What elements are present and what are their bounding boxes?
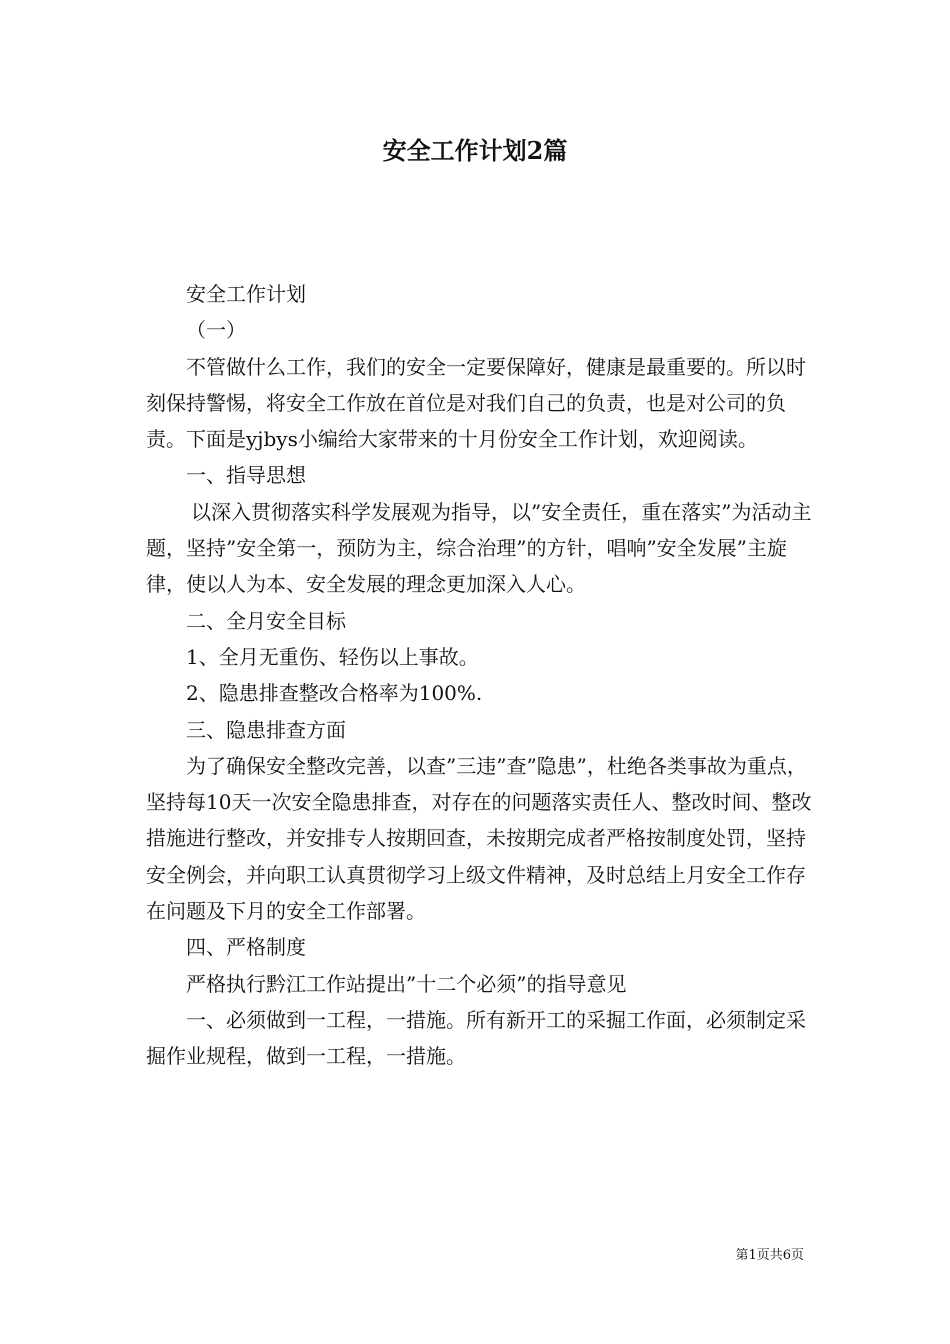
- page-number-footer: 第1页共6页: [735, 1248, 804, 1263]
- rule-item-1: 一、必须做到一工程，一措施。所有新开工的采掘工作面，必须制定采掘作业规程，做到一工程，一措施。: [146, 1007, 806, 1069]
- document-title: 安全工作计划2篇: [382, 136, 568, 165]
- intro-paragraph: 不管做什么工作，我们的安全一定要保障好，健康是最重要的。所以时刻保持警惕，将安全工作放在首位是对我们自己的负责，也是对公司的负责。下面是yjbys小编给大家带来的十月份安全工作计划，欢迎阅读。: [146, 354, 806, 452]
- part-number: （一）: [186, 318, 246, 343]
- heading-hazard-inspection: 三、隐患排查方面: [186, 717, 346, 742]
- goal-item-1: 1、全月无重伤、轻伤以上事故。: [186, 644, 479, 669]
- paragraph-guiding-ideology: 以深入贯彻落实科学发展观为指导，以”安全责任，重在落实”为活动主题，坚持”安全第一，预防为主，综合治理”的方针，唱响”安全发展”主旋律，使以人为本、安全发展的理念更加深入人心。: [146, 499, 812, 597]
- document-body: [146, 276, 822, 1075]
- heading-monthly-goals: 二、全月安全目标: [186, 608, 346, 633]
- heading-guiding-ideology: 一、指导思想: [186, 463, 306, 488]
- paragraph-strict-rules: 严格执行黔江工作站提出”十二个必须”的指导意见: [186, 971, 627, 996]
- goal-item-2: 2、隐患排查整改合格率为100%.: [186, 681, 483, 706]
- paragraph-hazard-inspection: 为了确保安全整改完善，以查”三违”查”隐患”，杜绝各类事故为重点，坚持每10天一次安全隐患排查，对存在的问题落实责任人、整改时间、整改措施进行整改，并安排专人按期回查，未按期完成者严格按制度处罚，坚持安全例会，并向职工认真贯彻学习上级文件精神，及时总结上月安全工作存在问题及下月的安全工作部署。: [146, 753, 812, 924]
- heading-strict-rules: 四、严格制度: [186, 935, 306, 960]
- section-heading: 安全工作计划: [186, 282, 306, 306]
